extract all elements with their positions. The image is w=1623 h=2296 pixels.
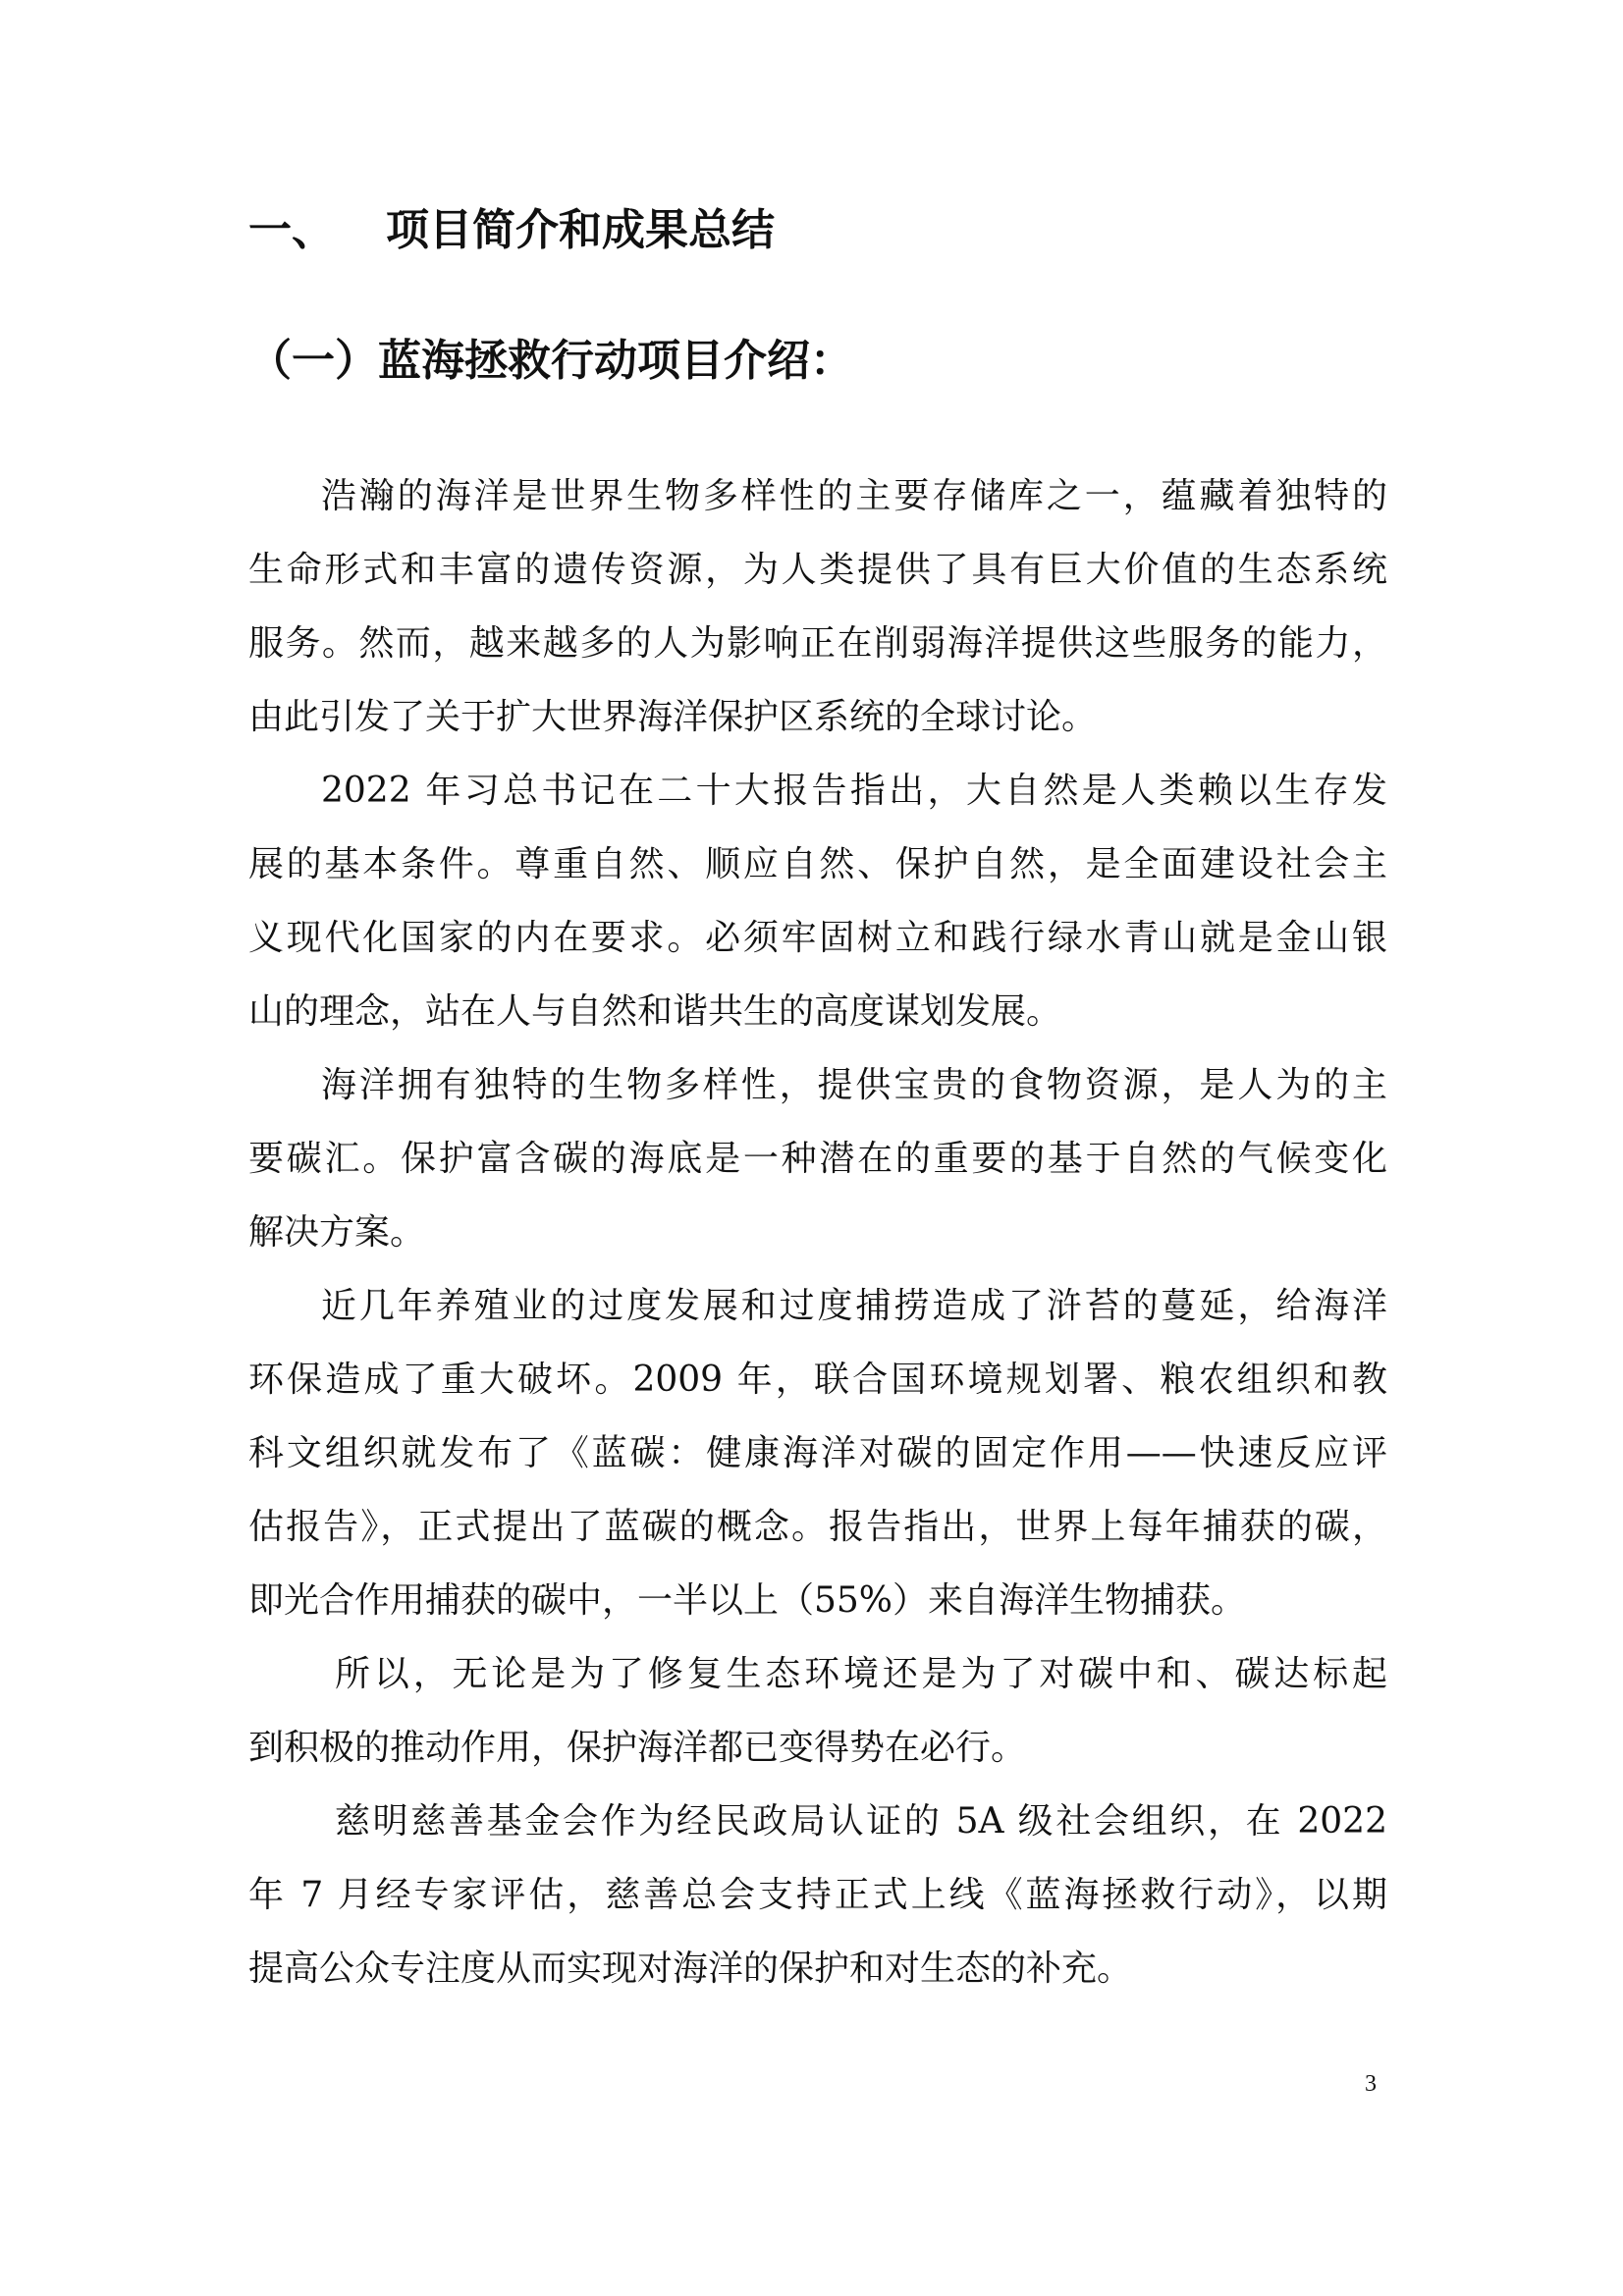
paragraph-line: 估报告》，正式提出了蓝碳的概念。报告指出，世界上每年捕获的碳， (248, 1507, 1387, 1547)
paragraph-twentieth-congress (248, 754, 1387, 1048)
paragraph-blue-carbon-report (248, 1269, 1387, 1637)
paragraph-line: 山的理念，站在人与自然和谐共生的高度谋划发展。 (248, 991, 1062, 1032)
paragraph-line: 慈明慈善基金会作为经民政局认证的 5A 级社会组织，在 2022 (335, 1801, 1387, 1842)
section-heading (248, 201, 775, 260)
paragraph-line: 近几年养殖业的过度发展和过度捕捞造成了浒苔的蔓延，给海洋 (321, 1286, 1387, 1326)
paragraph-line: 海洋拥有独特的生物多样性，提供宝贵的食物资源，是人为的主 (321, 1065, 1387, 1105)
paragraph-foundation-launch (248, 1785, 1387, 2005)
page-number: 3 (1365, 2071, 1377, 2097)
paragraph-line: 要碳汇。保护富含碳的海底是一种潜在的重要的基于自然的气候变化 (248, 1139, 1387, 1179)
paragraph-carbon-sink (248, 1048, 1387, 1269)
paragraph-line: 所以，无论是为了修复生态环境还是为了对碳中和、碳达标起 (335, 1654, 1387, 1694)
paragraph-line: 年 7 月经专家评估，慈善总会支持正式上线《蓝海拯救行动》，以期 (248, 1875, 1387, 1915)
paragraph-line: 提高公众专注度从而实现对海洋的保护和对生态的补充。 (248, 1949, 1133, 1989)
paragraph-line: 浩瀚的海洋是世界生物多样性的主要存储库之一，蕴藏着独特的 (321, 476, 1387, 516)
paragraph-line: 服务。然而，越来越多的人为影响正在削弱海洋提供这些服务的能力， (248, 623, 1387, 664)
paragraph-line: 即光合作用捕获的碳中，一半以上（55%）来自海洋生物捕获。 (248, 1580, 1247, 1621)
paragraph-line: 义现代化国家的内在要求。必须牢固树立和践行绿水青山就是金山银 (248, 918, 1387, 958)
paragraph-line: 科文组织就发布了《蓝碳：健康海洋对碳的固定作用——快速反应评 (248, 1433, 1387, 1473)
section-title: 项目简介和成果总结 (386, 205, 775, 255)
subsection-heading: （一）蓝海拯救行动项目介绍： (248, 336, 853, 386)
paragraph-line: 2022 年习总书记在二十大报告指出，大自然是人类赖以生存发 (321, 771, 1387, 811)
paragraph-line: 解决方案。 (248, 1212, 426, 1253)
paragraph-line: 生命形式和丰富的遗传资源，为人类提供了具有巨大价值的生态系统 (248, 550, 1387, 590)
paragraph-protection-necessity (248, 1637, 1387, 1785)
paragraph-line: 由此引发了关于扩大世界海洋保护区系统的全球讨论。 (248, 697, 1098, 737)
paragraph-line: 到积极的推动作用，保护海洋都已变得势在必行。 (248, 1728, 1027, 1768)
section-number: 一、 (248, 205, 335, 255)
paragraph-ocean-biodiversity (248, 459, 1387, 754)
paragraph-line: 展的基本条件。尊重自然、顺应自然、保护自然，是全面建设社会主 (248, 844, 1387, 884)
paragraph-line: 环保造成了重大破坏。2009 年，联合国环境规划署、粮农组织和教 (248, 1360, 1387, 1400)
body-text (248, 459, 1387, 2005)
